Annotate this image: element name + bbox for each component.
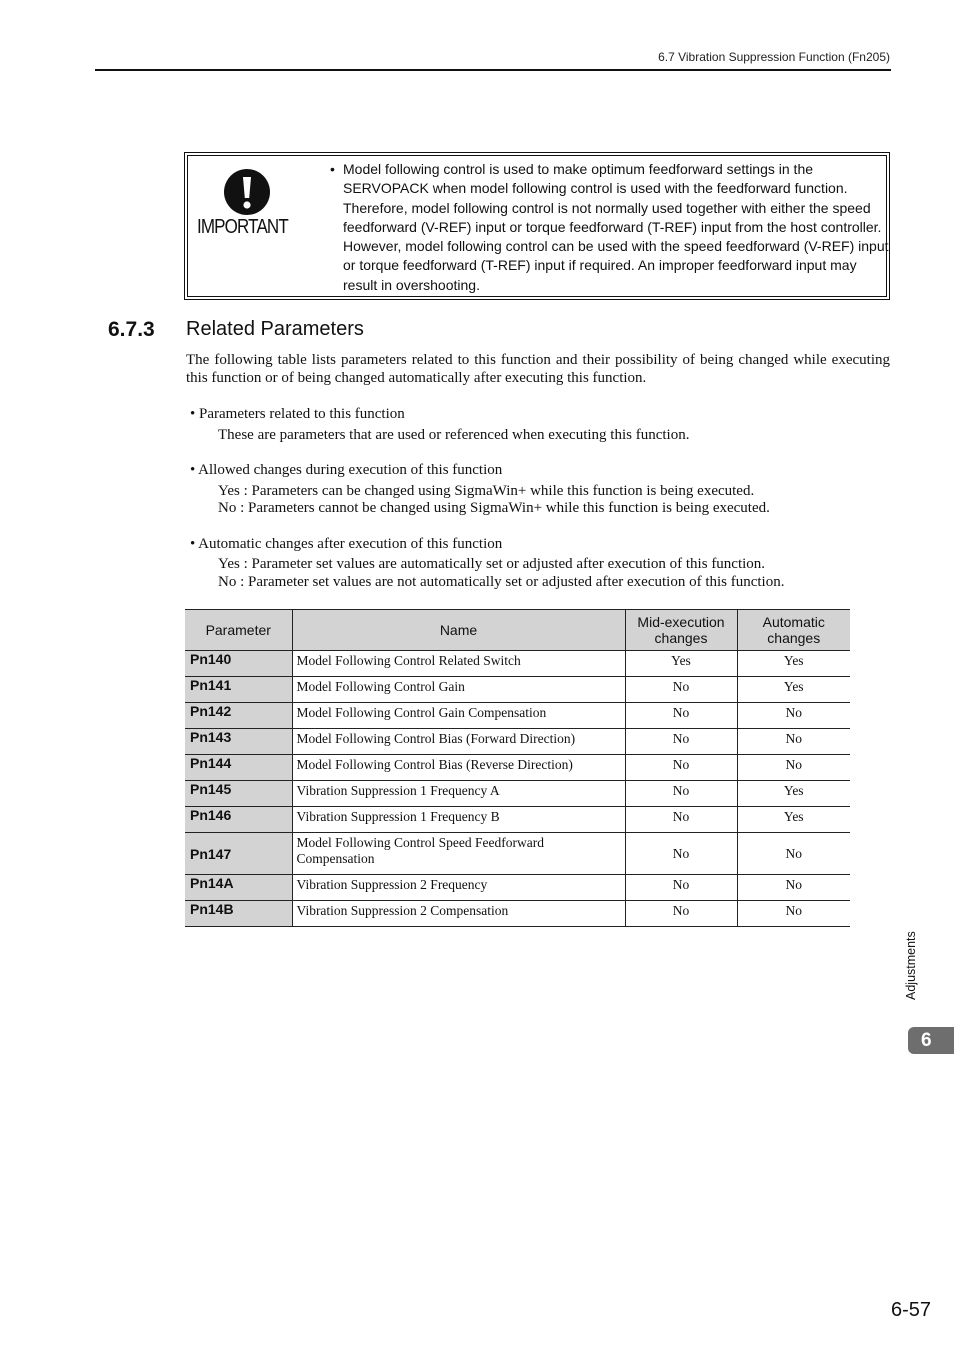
table-row: [185, 807, 850, 833]
table-row: [185, 755, 850, 781]
param-cell: Pn144: [185, 755, 292, 781]
header-mid-execution-changes: [625, 610, 737, 651]
page-number: 6-57: [890, 1299, 931, 1321]
header-auto-line2: changes: [767, 630, 821, 646]
section-title: Related Parameters: [186, 318, 364, 340]
related-parameters-table: [185, 609, 850, 927]
chapter-side-label: Adjustments: [904, 931, 918, 1000]
auto-cell: No: [737, 755, 850, 781]
table-row: [185, 833, 850, 875]
table-row: [185, 875, 850, 901]
header-mid-line1: Mid-execution: [637, 614, 725, 630]
header-automatic-changes: [737, 610, 850, 651]
exclamation-circle-icon: [223, 168, 271, 216]
mid-cell: No: [625, 833, 737, 875]
table-row: [185, 781, 850, 807]
bullet-allowed-changes-no: No : Parameters cannot be changed using SigmaWin+ while this function is being executed.: [218, 500, 770, 516]
mid-cell: No: [625, 729, 737, 755]
param-cell: Pn146: [185, 807, 292, 833]
auto-cell: Yes: [737, 651, 850, 677]
important-notice-box: [184, 152, 890, 300]
name-cell: Vibration Suppression 2 Compensation: [292, 901, 625, 927]
table-row: [185, 901, 850, 927]
section-number: 6.7.3: [108, 318, 155, 341]
param-cell: Pn142: [185, 703, 292, 729]
auto-cell: Yes: [737, 677, 850, 703]
name-cell: Model Following Control Speed Feedforward Compensation: [292, 833, 625, 875]
param-cell: Pn14B: [185, 901, 292, 927]
name-cell: Vibration Suppression 1 Frequency A: [292, 781, 625, 807]
param-cell: Pn143: [185, 729, 292, 755]
param-cell: Pn141: [185, 677, 292, 703]
mid-cell: No: [625, 677, 737, 703]
bullet-allowed-changes-yes: Yes : Parameters can be changed using SigmaWin+ while this function is being executed.: [218, 483, 755, 499]
auto-cell: No: [737, 703, 850, 729]
name-cell: Model Following Control Related Switch: [292, 651, 625, 677]
auto-cell: No: [737, 833, 850, 875]
table-header-row: [185, 610, 850, 651]
bullet-allowed-changes: • Allowed changes during execution of this function: [190, 462, 503, 478]
mid-cell: No: [625, 755, 737, 781]
table-row: [185, 651, 850, 677]
name-cell: Model Following Control Bias (Reverse Direction): [292, 755, 625, 781]
mid-cell: No: [625, 781, 737, 807]
running-header: 6.7 Vibration Suppression Function (Fn205): [658, 50, 890, 64]
header-rule: [95, 69, 891, 71]
auto-cell: Yes: [737, 807, 850, 833]
auto-cell: No: [737, 901, 850, 927]
param-cell: Pn145: [185, 781, 292, 807]
auto-cell: Yes: [737, 781, 850, 807]
header-name: Name: [292, 610, 625, 651]
header-auto-line1: Automatic: [762, 614, 825, 630]
param-cell: Pn140: [185, 651, 292, 677]
auto-cell: No: [737, 875, 850, 901]
mid-cell: No: [625, 901, 737, 927]
bullet-automatic-changes: • Automatic changes after execution of this function: [190, 536, 503, 552]
table-row: [185, 677, 850, 703]
table-row: [185, 703, 850, 729]
important-bullet: •: [330, 161, 335, 177]
mid-cell: Yes: [625, 651, 737, 677]
auto-cell: No: [737, 729, 850, 755]
bullet-automatic-changes-yes: Yes : Parameter set values are automatically set or adjusted after execution of this function.: [218, 556, 766, 572]
chapter-tab: 6: [908, 1027, 954, 1054]
name-cell: Model Following Control Gain: [292, 677, 625, 703]
bullet-related-parameters-desc: These are parameters that are used or referenced when executing this function.: [218, 427, 690, 443]
name-cell: Vibration Suppression 1 Frequency B: [292, 807, 625, 833]
header-mid-line2: changes: [654, 630, 708, 646]
table-row: [185, 729, 850, 755]
mid-cell: No: [625, 807, 737, 833]
mid-cell: No: [625, 875, 737, 901]
important-text: Model following control is used to make optimum feedforward settings in the SERVOPACK when model following control is used with the feedforward function. Therefore, model following control is not normally used together with either the speed feedforward (V-REF) input or torque feedforward (T-REF) input from the host controller. However, model following control can be used with the speed feedforward (V-REF) input or torque feedforward (T-REF) input if required. An improper feedforward input may result in overshooting.: [343, 161, 889, 293]
important-notice-inner-border: [187, 155, 887, 297]
bullet-automatic-changes-no: No : Parameter set values are not automatically set or adjusted after execution of this function.: [218, 574, 785, 590]
section-intro: The following table lists parameters related to this function and their possibility of being changed while executing this function or of being changed automatically after executing this function.: [186, 352, 890, 386]
bullet-related-parameters: • Parameters related to this function: [190, 406, 405, 422]
param-cell: Pn147: [185, 833, 292, 875]
important-label: IMPORTANT: [197, 216, 288, 238]
name-cell: Vibration Suppression 2 Frequency: [292, 875, 625, 901]
name-cell: Model Following Control Bias (Forward Direction): [292, 729, 625, 755]
mid-cell: No: [625, 703, 737, 729]
param-cell: Pn14A: [185, 875, 292, 901]
header-parameter: Parameter: [185, 610, 292, 651]
name-cell: Model Following Control Gain Compensation: [292, 703, 625, 729]
